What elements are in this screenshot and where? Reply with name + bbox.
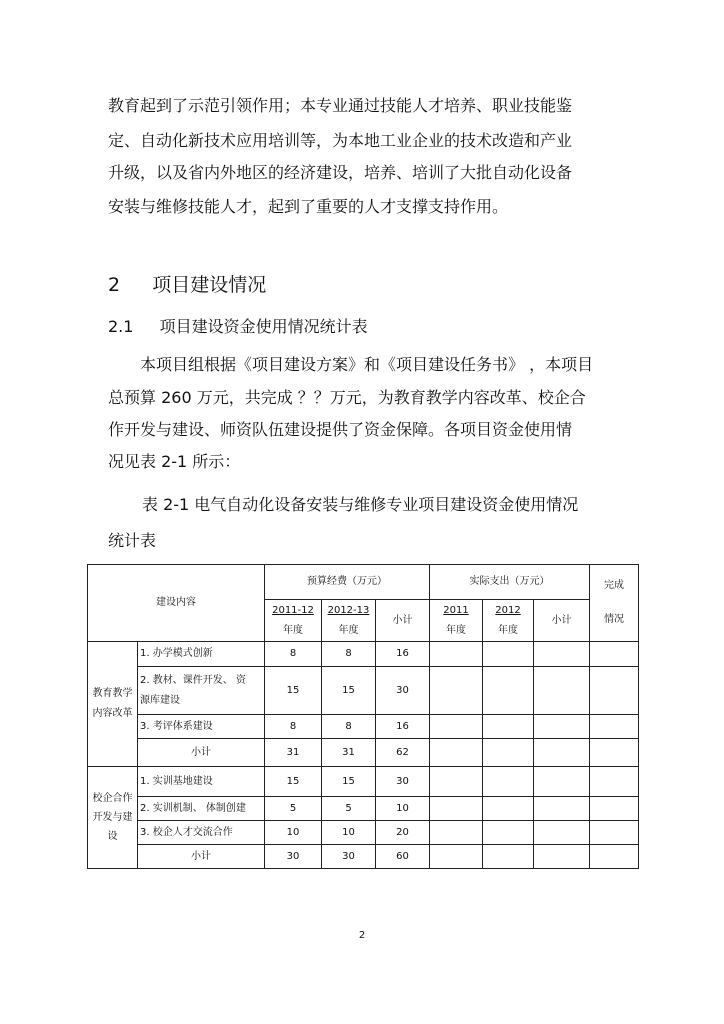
group-1-subtotal-budget-1: 31 [265, 739, 322, 767]
group-1-subtotal-label: 小计 [138, 739, 265, 767]
group-2-name-line-3: 设 [107, 830, 118, 842]
group-2-item-2-budget-2: 5 [322, 797, 376, 821]
intro-line-3: 升级，以及省内外地区的经济建设，培养、培训了大批自动化设备 [108, 163, 573, 182]
group-2-name-line-1: 校企合作 [92, 792, 133, 804]
table-row [88, 821, 639, 845]
group-2-item-1-budget-1: 15 [265, 767, 322, 797]
group-1-item-1: 1. 办学模式创新 [138, 642, 265, 667]
empty-cell [483, 821, 534, 845]
actual-year-1-unit: 年度 [446, 624, 467, 636]
group-2-item-1-subtotal: 30 [376, 767, 430, 797]
group-2-item-2: 2. 实训机制、 体制创建 [138, 797, 265, 821]
section-title: 项目建设情况 [152, 274, 267, 296]
empty-cell [430, 739, 483, 767]
intro-line-4: 安装与维修技能人才，起到了重要的人才支撑支持作用。 [108, 197, 509, 216]
table-row [88, 667, 639, 715]
section-number: 2 [108, 274, 121, 296]
group-1-item-1-subtotal: 16 [376, 642, 430, 667]
empty-cell [590, 797, 639, 821]
group-1-name-line-1: 教育教学 [92, 688, 133, 699]
group-1-subtotal-sum: 62 [376, 739, 430, 767]
group-1-item-3-budget-2: 8 [322, 715, 376, 739]
header-budget-year-2 [322, 600, 376, 642]
group-1-name [88, 642, 138, 767]
group-1-item-2 [138, 667, 265, 715]
empty-cell [590, 821, 639, 845]
header-budget: 预算经费（万元） [265, 565, 430, 600]
group-2-name-line-2: 开发与建 [92, 811, 133, 823]
empty-cell [430, 715, 483, 739]
intro-line-1: 教育起到了示范引领作用；本专业通过技能人才培养、职业技能鉴 [108, 96, 573, 115]
body-line-4: 况见表 2-1 所示： [108, 452, 241, 471]
group-2-item-3-budget-2: 10 [322, 821, 376, 845]
empty-cell [590, 845, 639, 869]
group-1-item-2-subtotal: 30 [376, 667, 430, 715]
table-caption-line-2: 统计表 [108, 531, 157, 550]
section-heading [108, 270, 266, 297]
group-2-item-2-subtotal: 10 [376, 797, 430, 821]
table-row [88, 739, 639, 767]
header-completion [590, 565, 639, 642]
empty-cell [534, 715, 590, 739]
budget-year-1-unit: 年度 [283, 624, 303, 636]
table-row [88, 767, 639, 797]
actual-year-1-label: 2011 [443, 604, 469, 616]
group-2-item-3-budget-1: 10 [265, 821, 322, 845]
intro-line-2: 定、自动化新技术应用培训等，为本地工业企业的技术改造和产业 [108, 131, 573, 150]
empty-cell [590, 642, 639, 667]
group-2-name [88, 767, 138, 869]
table-row [88, 642, 639, 667]
empty-cell [483, 715, 534, 739]
empty-cell [534, 821, 590, 845]
empty-cell [590, 715, 639, 739]
empty-cell [590, 767, 639, 797]
group-1-item-2-budget-2: 15 [322, 667, 376, 715]
group-1-item-3-budget-1: 8 [265, 715, 322, 739]
table-caption-line-1: 表 2-1 电气自动化设备安装与维修专业项目建设资金使用情况 [142, 495, 579, 514]
group-2-subtotal-budget-2: 30 [322, 845, 376, 869]
empty-cell [430, 642, 483, 667]
empty-cell [483, 767, 534, 797]
empty-cell [430, 797, 483, 821]
budget-year-2-label: 2012-13 [327, 604, 370, 616]
group-1-item-2-line-2: 源库建设 [140, 694, 180, 706]
empty-cell [430, 667, 483, 715]
group-1-name-line-2: 内容改革 [92, 708, 133, 719]
empty-cell [483, 797, 534, 821]
empty-cell [534, 797, 590, 821]
header-actual: 实际支出（万元） [430, 565, 590, 600]
header-completion-line-2: 情况 [604, 614, 625, 625]
subsection-title: 项目建设资金使用情况统计表 [159, 317, 368, 336]
header-budget-subtotal: 小计 [376, 600, 430, 642]
header-actual-subtotal: 小计 [534, 600, 590, 642]
header-content: 建设内容 [88, 565, 265, 642]
empty-cell [534, 845, 590, 869]
header-actual-year-2 [483, 600, 534, 642]
empty-cell [430, 821, 483, 845]
body-line-2: 总预算 260 万元，共完成 ？？万元，为教育教学内容改革、校企合 [108, 388, 586, 407]
table-row [88, 797, 639, 821]
group-2-subtotal-label: 小计 [138, 845, 265, 869]
body-line-1: 本项目组根据《项目建设方案》和《项目建设任务书》 ，本项目 [140, 355, 594, 374]
group-2-item-2-budget-1: 5 [265, 797, 322, 821]
group-1-item-2-line-1: 2. 教材、课件开发、 资 [140, 674, 246, 686]
group-1-item-3: 3. 考评体系建设 [138, 715, 265, 739]
header-completion-line-1: 完成 [604, 580, 625, 591]
actual-year-2-label: 2012 [495, 604, 521, 616]
group-2-item-1: 1. 实训基地建设 [138, 767, 265, 797]
group-1-item-2-budget-1: 15 [265, 667, 322, 715]
empty-cell [483, 845, 534, 869]
empty-cell [534, 642, 590, 667]
group-1-item-3-subtotal: 16 [376, 715, 430, 739]
group-1-subtotal-budget-2: 31 [322, 739, 376, 767]
empty-cell [534, 767, 590, 797]
body-line-3: 作开发与建设、师资队伍建设提供了资金保障。各项目资金使用情 [108, 420, 573, 439]
header-budget-year-1 [265, 600, 322, 642]
budget-year-2-unit: 年度 [338, 624, 359, 636]
table-row [88, 845, 639, 869]
empty-cell [590, 667, 639, 715]
empty-cell [483, 739, 534, 767]
empty-cell [534, 667, 590, 715]
header-actual-year-1 [430, 600, 483, 642]
group-2-subtotal-budget-1: 30 [265, 845, 322, 869]
group-1-item-1-budget-1: 8 [265, 642, 322, 667]
empty-cell [483, 667, 534, 715]
group-2-item-1-budget-2: 15 [322, 767, 376, 797]
empty-cell [534, 739, 590, 767]
empty-cell [430, 845, 483, 869]
group-2-subtotal-sum: 60 [376, 845, 430, 869]
subsection-heading [108, 314, 368, 337]
subsection-number: 2.1 [108, 317, 134, 336]
empty-cell [430, 767, 483, 797]
budget-year-1-label: 2011-12 [272, 604, 314, 616]
table-row [88, 715, 639, 739]
actual-year-2-unit: 年度 [498, 624, 519, 636]
empty-cell [483, 642, 534, 667]
group-2-item-3-subtotal: 20 [376, 821, 430, 845]
empty-cell [590, 739, 639, 767]
group-1-item-1-budget-2: 8 [322, 642, 376, 667]
group-2-item-3: 3. 校企人才交流合作 [138, 821, 265, 845]
page-number: 2 [358, 930, 366, 941]
budget-table [87, 564, 639, 869]
